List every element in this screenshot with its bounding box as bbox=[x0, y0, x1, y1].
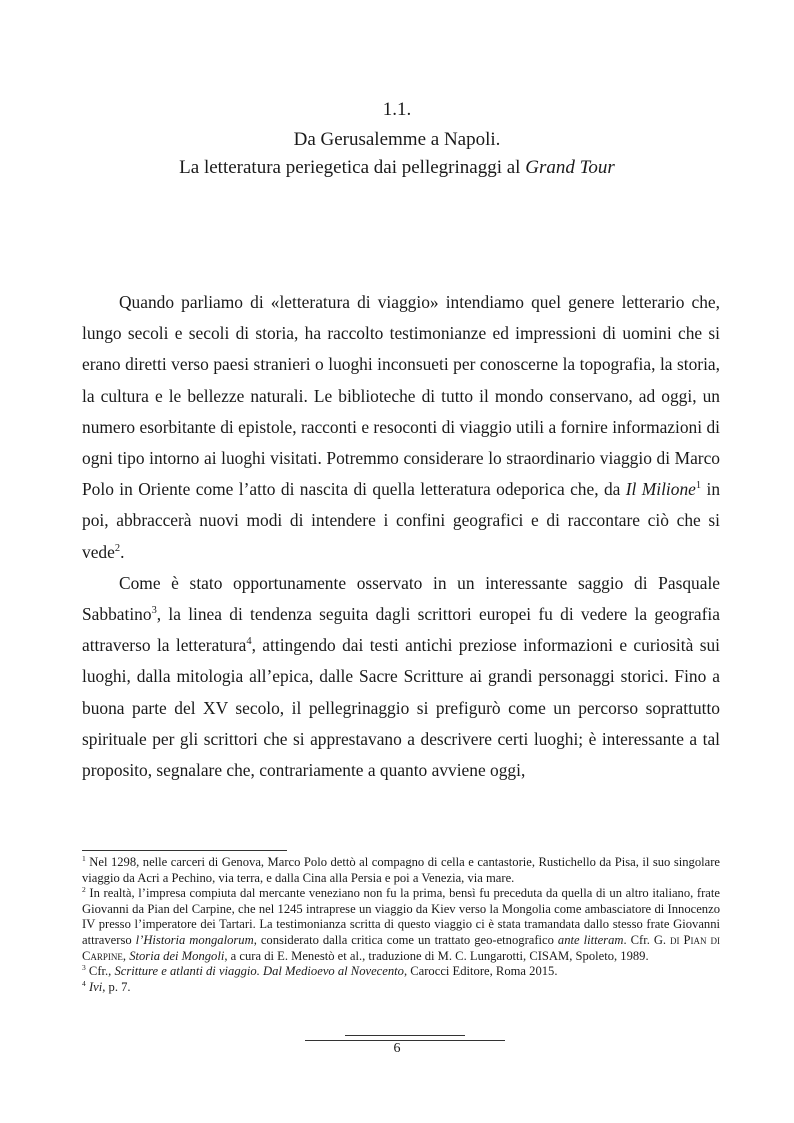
footnote-text: . Cfr. bbox=[623, 932, 654, 947]
section-number: 1.1. bbox=[382, 99, 412, 120]
section-title: Da Gerusalemme a Napoli. bbox=[293, 129, 501, 150]
footnote-italic: Ivi bbox=[88, 979, 103, 994]
paragraph-text: in poi, abbraccerà nuovi modi di intendere i confini geografici e di raccontare ciò che si vede bbox=[82, 479, 721, 562]
footnote-4 bbox=[82, 980, 720, 996]
paragraph-2 bbox=[82, 568, 720, 786]
footnote-ref[interactable]: 2 bbox=[114, 542, 121, 554]
body-text bbox=[82, 287, 720, 786]
footnote-text: In realtà, l’impresa compiuta dal mercante veneziano non fu la prima, bensì fu preceduta da quella di un altro italiano, frate Giovanni da Pian del Carpine, che nel 1245 intraprese un viaggio da Kiev verso la Mongolia come ambasciatore di Innocenzo IV presso l’imperatore dei Tartari. La testimonianza scritta di questo viaggio ci è stata tramandata dallo stesso frate Giovanni attraverso bbox=[82, 886, 720, 947]
footnote-ref[interactable]: 1 bbox=[695, 480, 702, 492]
footnote-mark: 1 bbox=[82, 853, 86, 863]
footnote-italic: l’Historia mongalorum bbox=[135, 932, 254, 947]
paragraph-text: , la linea di tendenza seguita dagli scrittori europei fu di vedere la geografia attraverso la letteratura bbox=[82, 604, 720, 656]
footnote-text: , Carocci Editore, Roma 2015. bbox=[403, 964, 558, 979]
paragraph-text: Come è stato opportunamente osservato in un interessante saggio di Pasquale Sabbatino bbox=[82, 572, 720, 625]
footnote-italic: ante litteram bbox=[557, 932, 624, 947]
footnote-mark: 2 bbox=[82, 885, 86, 894]
page-number: 6 bbox=[393, 1041, 401, 1056]
footnote-mark: 3 bbox=[82, 962, 86, 972]
footnotes bbox=[82, 855, 720, 995]
footnote-author: G. di Pian di Carpine bbox=[82, 932, 721, 963]
book-title: Il Milione bbox=[625, 479, 696, 500]
footnote-separator bbox=[82, 850, 287, 851]
paragraph-1 bbox=[82, 287, 720, 568]
footnote-text: , p. 7. bbox=[102, 979, 131, 994]
paragraph-text: Quando parliamo di «letteratura di viaggio» intendiamo quel genere letterario che, lungo secoli e secoli di storia, ha raccolto testimonianze ed impressioni di uomini che si erano diretti verso paesi stranieri o luoghi inconsueti per conoscerne la topografia, la storia, la cultura e le bellezze naturali. Le biblioteche di tutto il mondo conservano, ad oggi, un numero esorbitante di epistole, racconti e resoconti di viaggio utili a fornire informazioni di ogni tipo intorno ai luoghi visitati. Potremmo considerare lo straordinario viaggio di Marco Polo in Oriente come l’atto di nascita di quella letteratura odeporica che, da bbox=[82, 292, 720, 500]
footnote-text: , considerato dalla critica come un trattato geo-etnografico bbox=[253, 932, 558, 947]
section-subtitle bbox=[0, 154, 794, 182]
paragraph-text: , attingendo dai testi antichi preziose informazioni e curiosità sui luoghi, dalla mitologia all’epica, dalle Sacre Scritture ai grandi personaggi storici. Fino a buona parte del XV secolo, il pellegrinaggio si prefigurò come un percorso soprattutto spirituale per gli scrittori che si apprestavano a descrivere certi luoghi; è interessante a tal proposito, segnalare che, contrariamente a quanto avviene oggi, bbox=[82, 635, 720, 781]
footnote-italic: Storia dei Mongoli bbox=[129, 948, 225, 963]
footnote-text: Nel 1298, nelle carceri di Genova, Marco Polo dettò al compagno di cella e cantastorie, Rustichello da Pisa, il suo singolare viaggio da Acri a Pechino, via terra, e dalla Cina alla Persia e poi a Venezia, via mare. bbox=[82, 855, 720, 885]
subtitle-text: La letteratura periegetica dai pellegrinaggi al bbox=[179, 157, 526, 178]
paragraph-text: . bbox=[120, 541, 125, 562]
subtitle-italic: Grand Tour bbox=[525, 157, 615, 178]
footnote-ref[interactable]: 3 bbox=[151, 605, 157, 617]
footnote-ref[interactable]: 4 bbox=[246, 636, 252, 648]
footnote-1 bbox=[82, 855, 720, 886]
footnote-3 bbox=[82, 964, 720, 980]
footnote-text: , a cura di E. Menestò et al., traduzione di M. C. Lungarotti, CISAM, Spoleto, 1989. bbox=[224, 948, 649, 963]
footnote-mark: 4 bbox=[82, 978, 86, 988]
footnote-text: , bbox=[122, 948, 130, 963]
footnote-text: Cfr., bbox=[85, 964, 115, 979]
footnote-2 bbox=[82, 886, 720, 964]
footnote-italic: Scritture e atlanti di viaggio. Dal Medioevo al Novecento bbox=[114, 964, 404, 979]
chapter-heading bbox=[0, 96, 794, 182]
page-number-rule bbox=[345, 1035, 465, 1036]
